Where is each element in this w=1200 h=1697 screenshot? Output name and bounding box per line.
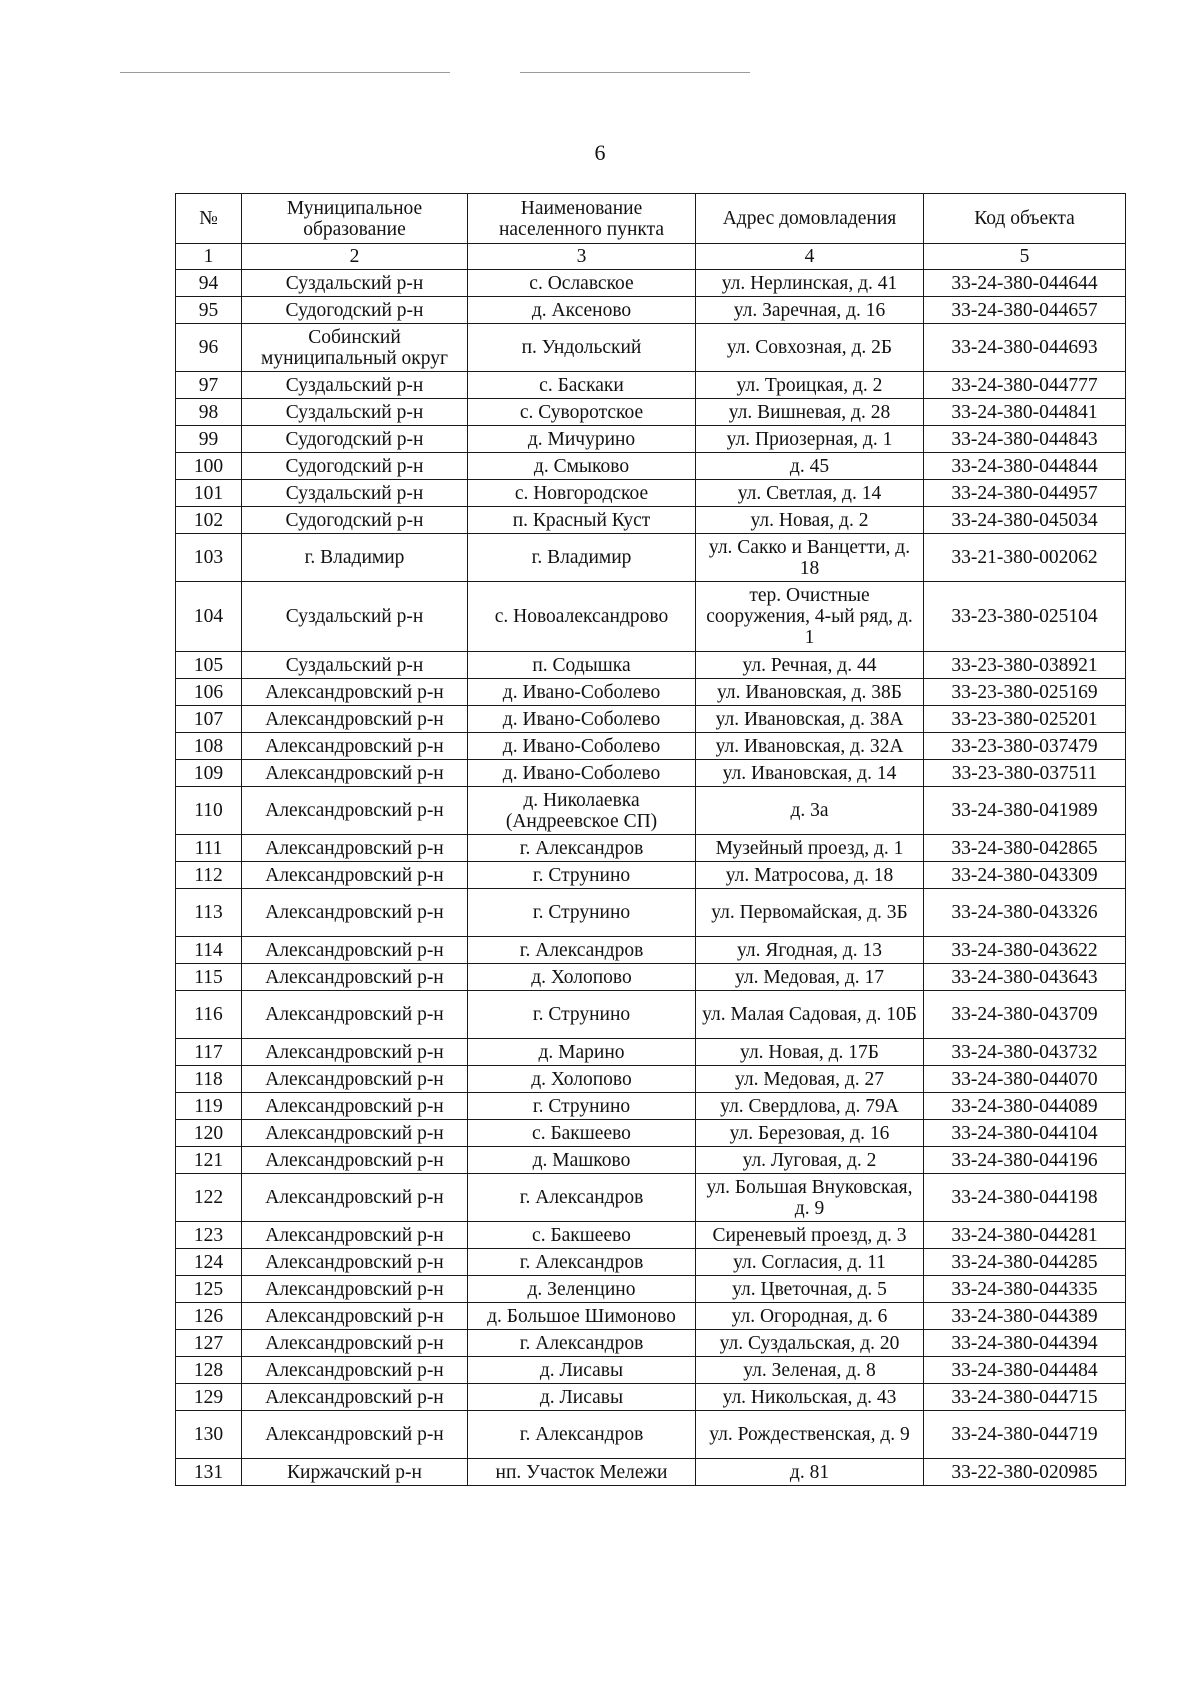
table-row	[176, 1093, 1126, 1120]
table-row	[176, 706, 1126, 733]
row-number-cell: 121	[176, 1147, 242, 1174]
header-address: Адрес домовладения	[696, 194, 924, 244]
table-row	[176, 1357, 1126, 1384]
settlement-cell: г. Александров	[468, 1411, 696, 1459]
municipality-cell: Александровский р-н	[242, 1120, 468, 1147]
municipality-cell: Александровский р-н	[242, 1147, 468, 1174]
address-cell: ул. Первомайская, д. 3Б	[696, 889, 924, 937]
settlement-cell: нп. Участок Мележи	[468, 1459, 696, 1486]
row-number-cell: 95	[176, 297, 242, 324]
object-code-cell: 33-24-380-044843	[924, 426, 1126, 453]
row-number-cell: 117	[176, 1039, 242, 1066]
table-row	[176, 297, 1126, 324]
row-number-cell: 108	[176, 733, 242, 760]
table-row	[176, 1066, 1126, 1093]
address-cell: ул. Медовая, д. 17	[696, 964, 924, 991]
municipality-cell: Александровский р-н	[242, 733, 468, 760]
object-code-cell: 33-24-380-044957	[924, 480, 1126, 507]
row-number-cell: 129	[176, 1384, 242, 1411]
settlement-cell: г. Владимир	[468, 534, 696, 582]
row-number-cell: 115	[176, 964, 242, 991]
settlement-cell: д. Ивано-Соболево	[468, 679, 696, 706]
object-code-cell: 33-21-380-002062	[924, 534, 1126, 582]
municipality-cell: Александровский р-н	[242, 964, 468, 991]
row-number-cell: 127	[176, 1330, 242, 1357]
table-row	[176, 652, 1126, 679]
row-number-cell: 125	[176, 1276, 242, 1303]
object-code-cell: 33-24-380-044719	[924, 1411, 1126, 1459]
settlement-cell: п. Содышка	[468, 652, 696, 679]
object-code-cell: 33-22-380-020985	[924, 1459, 1126, 1486]
municipality-cell: Александровский р-н	[242, 1039, 468, 1066]
address-cell: ул. Заречная, д. 16	[696, 297, 924, 324]
address-cell: ул. Зеленая, д. 8	[696, 1357, 924, 1384]
table-row	[176, 426, 1126, 453]
table-row	[176, 270, 1126, 297]
row-number-cell: 103	[176, 534, 242, 582]
settlement-cell: д. Лисавы	[468, 1357, 696, 1384]
object-code-cell: 33-24-380-044844	[924, 453, 1126, 480]
column-index: 3	[468, 244, 696, 270]
row-number-cell: 98	[176, 399, 242, 426]
object-code-cell: 33-24-380-044389	[924, 1303, 1126, 1330]
settlement-cell: д. Николаевка (Андреевское СП)	[468, 787, 696, 835]
column-index: 2	[242, 244, 468, 270]
row-number-cell: 120	[176, 1120, 242, 1147]
header-number: №	[176, 194, 242, 244]
table-row	[176, 1249, 1126, 1276]
header-object-code: Код объекта	[924, 194, 1126, 244]
municipality-cell: Александровский р-н	[242, 787, 468, 835]
table-row	[176, 1384, 1126, 1411]
table-row	[176, 787, 1126, 835]
address-cell: ул. Светлая, д. 14	[696, 480, 924, 507]
settlement-cell: д. Зеленцино	[468, 1276, 696, 1303]
table-row	[176, 889, 1126, 937]
row-number-cell: 130	[176, 1411, 242, 1459]
settlement-cell: с. Ославское	[468, 270, 696, 297]
row-number-cell: 104	[176, 582, 242, 652]
scan-speck	[520, 72, 750, 73]
settlement-cell: д. Смыково	[468, 453, 696, 480]
object-code-cell: 33-23-380-025104	[924, 582, 1126, 652]
table-row	[176, 964, 1126, 991]
address-cell: ул. Совхозная, д. 2Б	[696, 324, 924, 372]
object-code-cell: 33-24-380-043309	[924, 862, 1126, 889]
table-row	[176, 1276, 1126, 1303]
object-code-cell: 33-24-380-044484	[924, 1357, 1126, 1384]
address-cell: ул. Сакко и Ванцетти, д. 18	[696, 534, 924, 582]
municipality-cell: Суздальский р-н	[242, 652, 468, 679]
address-cell: ул. Новая, д. 17Б	[696, 1039, 924, 1066]
table-row	[176, 991, 1126, 1039]
row-number-cell: 114	[176, 937, 242, 964]
table-row	[176, 1330, 1126, 1357]
address-cell: ул. Свердлова, д. 79А	[696, 1093, 924, 1120]
settlement-cell: г. Александров	[468, 835, 696, 862]
address-cell: ул. Ягодная, д. 13	[696, 937, 924, 964]
address-cell: Музейный проезд, д. 1	[696, 835, 924, 862]
table-row	[176, 1459, 1126, 1486]
municipality-cell: Суздальский р-н	[242, 270, 468, 297]
object-code-cell: 33-24-380-044394	[924, 1330, 1126, 1357]
municipality-cell: Александровский р-н	[242, 889, 468, 937]
municipality-cell: г. Владимир	[242, 534, 468, 582]
address-cell: ул. Березовая, д. 16	[696, 1120, 924, 1147]
row-number-cell: 116	[176, 991, 242, 1039]
object-code-cell: 33-23-380-037479	[924, 733, 1126, 760]
address-cell: ул. Луговая, д. 2	[696, 1147, 924, 1174]
address-cell: ул. Цветочная, д. 5	[696, 1276, 924, 1303]
object-code-cell: 33-24-380-044089	[924, 1093, 1126, 1120]
municipality-cell: Суздальский р-н	[242, 582, 468, 652]
table-row	[176, 582, 1126, 652]
object-code-cell: 33-24-380-043732	[924, 1039, 1126, 1066]
table-row	[176, 1147, 1126, 1174]
address-cell: ул. Суздальская, д. 20	[696, 1330, 924, 1357]
table-row	[176, 1222, 1126, 1249]
address-cell: ул. Никольская, д. 43	[696, 1384, 924, 1411]
settlement-cell: г. Александров	[468, 1174, 696, 1222]
municipality-cell: Александровский р-н	[242, 1093, 468, 1120]
address-cell: ул. Новая, д. 2	[696, 507, 924, 534]
address-cell: ул. Большая Внуковская, д. 9	[696, 1174, 924, 1222]
object-code-cell: 33-24-380-044841	[924, 399, 1126, 426]
municipality-cell: Александровский р-н	[242, 1222, 468, 1249]
table-row	[176, 534, 1126, 582]
settlement-cell: с. Бакшеево	[468, 1222, 696, 1249]
municipality-cell: Александровский р-н	[242, 1303, 468, 1330]
object-code-cell: 33-24-380-044198	[924, 1174, 1126, 1222]
row-number-cell: 99	[176, 426, 242, 453]
row-number-cell: 128	[176, 1357, 242, 1384]
row-number-cell: 119	[176, 1093, 242, 1120]
municipality-cell: Александровский р-н	[242, 1276, 468, 1303]
row-number-cell: 123	[176, 1222, 242, 1249]
table-row	[176, 399, 1126, 426]
row-number-cell: 109	[176, 760, 242, 787]
municipality-cell: Александровский р-н	[242, 862, 468, 889]
column-index: 4	[696, 244, 924, 270]
settlement-cell: с. Новоалександрово	[468, 582, 696, 652]
row-number-cell: 102	[176, 507, 242, 534]
settlement-cell: д. Машково	[468, 1147, 696, 1174]
address-cell: ул. Ивановская, д. 14	[696, 760, 924, 787]
municipality-cell: Судогодский р-н	[242, 507, 468, 534]
table-row	[176, 1411, 1126, 1459]
settlement-cell: д. Холопово	[468, 1066, 696, 1093]
municipality-cell: Суздальский р-н	[242, 399, 468, 426]
row-number-cell: 110	[176, 787, 242, 835]
settlement-cell: г. Струнино	[468, 1093, 696, 1120]
address-cell: ул. Троицкая, д. 2	[696, 372, 924, 399]
object-code-cell: 33-24-380-043622	[924, 937, 1126, 964]
row-number-cell: 106	[176, 679, 242, 706]
table-row	[176, 679, 1126, 706]
address-cell: тер. Очистные сооружения, 4-ый ряд, д. 1	[696, 582, 924, 652]
municipality-cell: Александровский р-н	[242, 1330, 468, 1357]
table-row	[176, 733, 1126, 760]
table-header-row	[176, 194, 1126, 244]
address-cell: д. 45	[696, 453, 924, 480]
row-number-cell: 100	[176, 453, 242, 480]
object-code-cell: 33-24-380-044715	[924, 1384, 1126, 1411]
address-cell: ул. Ивановская, д. 32А	[696, 733, 924, 760]
object-code-cell: 33-24-380-043326	[924, 889, 1126, 937]
address-cell: д. 3а	[696, 787, 924, 835]
address-cell: ул. Огородная, д. 6	[696, 1303, 924, 1330]
object-code-cell: 33-24-380-044196	[924, 1147, 1126, 1174]
settlement-cell: д. Ивано-Соболево	[468, 733, 696, 760]
table-row	[176, 324, 1126, 372]
settlement-cell: г. Струнино	[468, 991, 696, 1039]
municipality-cell: Александровский р-н	[242, 1249, 468, 1276]
object-code-cell: 33-24-380-043709	[924, 991, 1126, 1039]
table-row	[176, 1303, 1126, 1330]
municipality-cell: Судогодский р-н	[242, 426, 468, 453]
settlement-cell: с. Суворотское	[468, 399, 696, 426]
address-cell: ул. Рождественская, д. 9	[696, 1411, 924, 1459]
row-number-cell: 107	[176, 706, 242, 733]
settlement-cell: с. Новгородское	[468, 480, 696, 507]
scan-speck	[120, 72, 450, 73]
settlement-cell: д. Большое Шимоново	[468, 1303, 696, 1330]
table-row	[176, 480, 1126, 507]
row-number-cell: 126	[176, 1303, 242, 1330]
row-number-cell: 131	[176, 1459, 242, 1486]
object-code-cell: 33-24-380-044657	[924, 297, 1126, 324]
row-number-cell: 113	[176, 889, 242, 937]
table-row	[176, 835, 1126, 862]
table-row	[176, 1039, 1126, 1066]
municipality-cell: Киржачский р-н	[242, 1459, 468, 1486]
municipality-cell: Александровский р-н	[242, 1066, 468, 1093]
municipality-cell: Судогодский р-н	[242, 453, 468, 480]
table-body	[176, 270, 1126, 1486]
address-cell: ул. Ивановская, д. 38А	[696, 706, 924, 733]
municipality-cell: Александровский р-н	[242, 835, 468, 862]
registry-table	[175, 193, 1126, 1486]
municipality-cell: Александровский р-н	[242, 1384, 468, 1411]
row-number-cell: 97	[176, 372, 242, 399]
column-index: 1	[176, 244, 242, 270]
municipality-cell: Александровский р-н	[242, 1174, 468, 1222]
object-code-cell: 33-24-380-044070	[924, 1066, 1126, 1093]
municipality-cell: Александровский р-н	[242, 1411, 468, 1459]
address-cell: ул. Приозерная, д. 1	[696, 426, 924, 453]
settlement-cell: д. Лисавы	[468, 1384, 696, 1411]
row-number-cell: 96	[176, 324, 242, 372]
object-code-cell: 33-24-380-041989	[924, 787, 1126, 835]
row-number-cell: 124	[176, 1249, 242, 1276]
table-column-index-row	[176, 244, 1126, 270]
column-index: 5	[924, 244, 1126, 270]
page-number: 6	[594, 140, 606, 165]
row-number-cell: 111	[176, 835, 242, 862]
object-code-cell: 33-23-380-037511	[924, 760, 1126, 787]
row-number-cell: 105	[176, 652, 242, 679]
address-cell: ул. Вишневая, д. 28	[696, 399, 924, 426]
settlement-cell: г. Александров	[468, 1249, 696, 1276]
settlement-cell: д. Мичурино	[468, 426, 696, 453]
settlement-cell: с. Бакшеево	[468, 1120, 696, 1147]
municipality-cell: Суздальский р-н	[242, 372, 468, 399]
address-cell: ул. Нерлинская, д. 41	[696, 270, 924, 297]
address-cell: ул. Малая Садовая, д. 10Б	[696, 991, 924, 1039]
object-code-cell: 33-24-380-044777	[924, 372, 1126, 399]
header-settlement: Наименование населенного пункта	[468, 194, 696, 244]
table-row	[176, 453, 1126, 480]
settlement-cell: г. Струнино	[468, 862, 696, 889]
table-row	[176, 760, 1126, 787]
municipality-cell: Собинский муниципальный округ	[242, 324, 468, 372]
object-code-cell: 33-23-380-025201	[924, 706, 1126, 733]
table-row	[176, 1120, 1126, 1147]
settlement-cell: д. Ивано-Соболево	[468, 706, 696, 733]
table-row	[176, 507, 1126, 534]
settlement-cell: г. Струнино	[468, 889, 696, 937]
object-code-cell: 33-24-380-044335	[924, 1276, 1126, 1303]
address-cell: ул. Речная, д. 44	[696, 652, 924, 679]
address-cell: ул. Согласия, д. 11	[696, 1249, 924, 1276]
settlement-cell: д. Холопово	[468, 964, 696, 991]
row-number-cell: 118	[176, 1066, 242, 1093]
object-code-cell: 33-24-380-044693	[924, 324, 1126, 372]
address-cell: д. 81	[696, 1459, 924, 1486]
object-code-cell: 33-24-380-044104	[924, 1120, 1126, 1147]
settlement-cell: п. Красный Куст	[468, 507, 696, 534]
table-row	[176, 372, 1126, 399]
address-cell: ул. Медовая, д. 27	[696, 1066, 924, 1093]
object-code-cell: 33-24-380-042865	[924, 835, 1126, 862]
object-code-cell: 33-24-380-044281	[924, 1222, 1126, 1249]
row-number-cell: 122	[176, 1174, 242, 1222]
object-code-cell: 33-24-380-044285	[924, 1249, 1126, 1276]
object-code-cell: 33-24-380-043643	[924, 964, 1126, 991]
object-code-cell: 33-23-380-038921	[924, 652, 1126, 679]
address-cell: ул. Матросова, д. 18	[696, 862, 924, 889]
settlement-cell: с. Баскаки	[468, 372, 696, 399]
address-cell: Сиреневый проезд, д. 3	[696, 1222, 924, 1249]
object-code-cell: 33-23-380-025169	[924, 679, 1126, 706]
municipality-cell: Александровский р-н	[242, 937, 468, 964]
settlement-cell: п. Ундольский	[468, 324, 696, 372]
table-row	[176, 937, 1126, 964]
municipality-cell: Александровский р-н	[242, 679, 468, 706]
municipality-cell: Суздальский р-н	[242, 480, 468, 507]
settlement-cell: д. Аксеново	[468, 297, 696, 324]
header-municipality: Муниципальное образование	[242, 194, 468, 244]
object-code-cell: 33-24-380-044644	[924, 270, 1126, 297]
municipality-cell: Судогодский р-н	[242, 297, 468, 324]
row-number-cell: 112	[176, 862, 242, 889]
address-cell: ул. Ивановская, д. 38Б	[696, 679, 924, 706]
municipality-cell: Александровский р-н	[242, 706, 468, 733]
municipality-cell: Александровский р-н	[242, 1357, 468, 1384]
settlement-cell: д. Ивано-Соболево	[468, 760, 696, 787]
settlement-cell: г. Александров	[468, 1330, 696, 1357]
municipality-cell: Александровский р-н	[242, 760, 468, 787]
settlement-cell: д. Марино	[468, 1039, 696, 1066]
settlement-cell: г. Александров	[468, 937, 696, 964]
table-row	[176, 862, 1126, 889]
table-row	[176, 1174, 1126, 1222]
row-number-cell: 94	[176, 270, 242, 297]
object-code-cell: 33-24-380-045034	[924, 507, 1126, 534]
row-number-cell: 101	[176, 480, 242, 507]
municipality-cell: Александровский р-н	[242, 991, 468, 1039]
